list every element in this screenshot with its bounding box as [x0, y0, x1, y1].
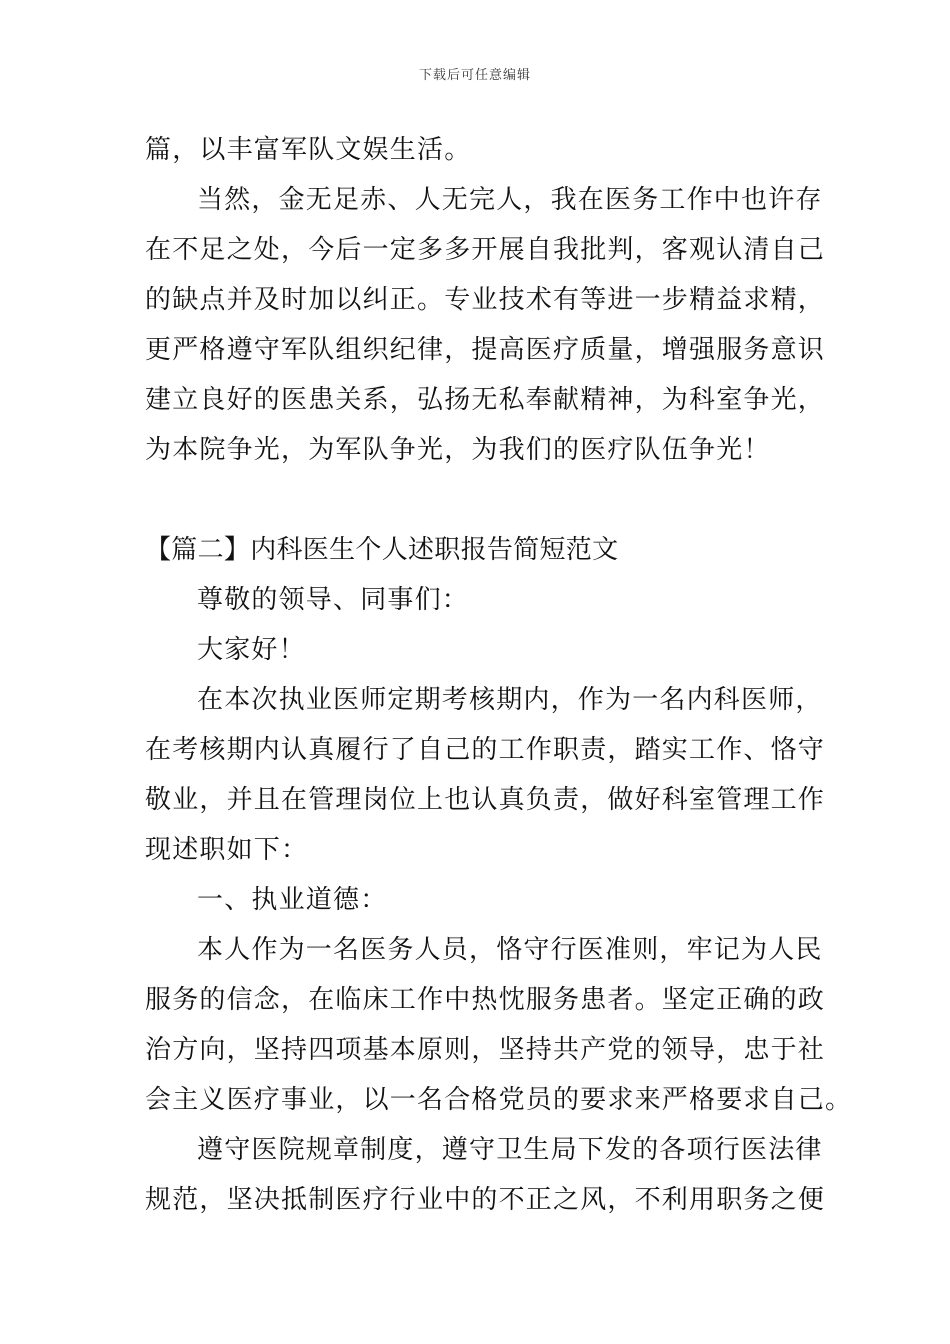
paragraph-line: 敬业，并且在管理岗位上也认真负责，做好科室管理工作 — [145, 785, 826, 815]
salutation: 尊敬的领导、同事们： — [197, 585, 470, 615]
paragraph-line: 现述职如下： — [145, 835, 309, 865]
greeting: 大家好！ — [197, 635, 306, 665]
paragraph-line: 篇，以丰富军队文娱生活。 — [145, 135, 472, 165]
paragraph-line: 规范，坚决抵制医疗行业中的不正之风，不利用职务之便 — [145, 1185, 826, 1215]
paragraph-line: 更严格遵守军队组织纪律，提高医疗质量，增强服务意识 — [145, 335, 826, 365]
paragraph-line: 在本次执业医师定期考核期内，作为一名内科医师， — [197, 685, 823, 715]
paragraph-line: 建立良好的医患关系，弘扬无私奉献精神，为科室争光， — [145, 385, 826, 415]
paragraph-line: 当然，金无足赤、人无完人，我在医务工作中也许存 — [197, 185, 823, 215]
document-body — [145, 125, 853, 1225]
paragraph-line: 会主义医疗事业，以一名合格党员的要求来严格要求自己。 — [145, 1085, 853, 1115]
page-header-note: 下载后可任意编辑 — [418, 68, 531, 83]
paragraph-line: 服务的信念，在临床工作中热忱服务患者。坚定正确的政 — [145, 985, 826, 1015]
paragraph-line: 为本院争光，为军队争光，为我们的医疗队伍争光！ — [145, 435, 771, 465]
paragraph-line: 在不足之处，今后一定多多开展自我批判，客观认清自己 — [145, 235, 826, 265]
paragraph-line: 本人作为一名医务人员，恪守行医准则，牢记为人民 — [197, 935, 823, 965]
paragraph-line: 的缺点并及时加以纠正。专业技术有等进一步精益求精， — [145, 285, 826, 315]
paragraph-line: 遵守医院规章制度，遵守卫生局下发的各项行医法律 — [197, 1135, 823, 1165]
subsection-heading: 一、执业道德： — [197, 885, 388, 915]
paragraph-line: 治方向，坚持四项基本原则，坚持共产党的领导，忠于社 — [145, 1035, 826, 1065]
section-spacer — [145, 475, 810, 525]
paragraph-line: 在考核期内认真履行了自己的工作职责，踏实工作、恪守 — [145, 735, 826, 765]
section-heading: 【篇二】内科医生个人述职报告简短范文 — [145, 535, 619, 565]
